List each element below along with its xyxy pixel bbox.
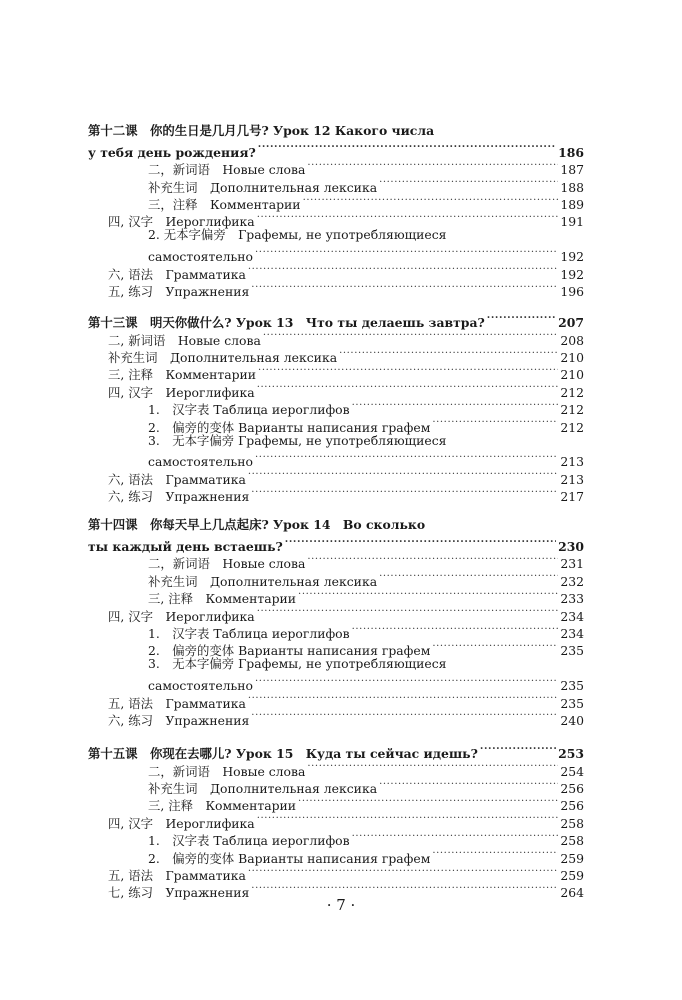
entry-text: 第十二课 你的生日是几月几号? Урок 12 Какого числа (88, 123, 435, 138)
dot-leader (352, 621, 559, 638)
toc-entry[interactable] (88, 244, 584, 265)
entry-page-number: 256 (560, 798, 584, 814)
entry-page-number: 253 (558, 746, 584, 762)
entry-page-number: 207 (558, 315, 584, 331)
entry-text: 六, 练习 Упражнения (108, 712, 250, 728)
dot-leader (303, 192, 559, 209)
entry-page-number: 240 (560, 712, 584, 728)
dot-leader (255, 673, 558, 690)
entry-page-number: 191 (560, 214, 584, 230)
entry-page-number: 264 (560, 885, 584, 901)
dot-leader (258, 139, 556, 156)
entry-page-number: 254 (560, 763, 584, 779)
dot-leader (248, 690, 558, 707)
dot-leader (251, 279, 558, 296)
dot-leader (255, 244, 558, 261)
entry-text: 三，注释 Комментарии (148, 196, 301, 212)
dot-leader (251, 484, 558, 501)
entry-page-number: 235 (560, 643, 584, 659)
dot-leader (480, 741, 556, 758)
entry-text: ты каждый день встаешь? (88, 538, 283, 554)
entry-text: 六, 语法 Грамматика (108, 471, 246, 487)
entry-text: 2. 偏旁的变体 Варианты написания графем (148, 850, 431, 866)
entry-page-number: 212 (560, 384, 584, 400)
lesson-block (88, 741, 584, 901)
entry-page-number: 234 (560, 608, 584, 624)
entry-text: 二，新词语 Новые слова (148, 556, 306, 572)
entry-text: 第十三课 明天你做什么? Урок 13 Что ты делаешь завтра? (88, 315, 485, 331)
entry-page-number: 258 (560, 833, 584, 849)
toc-entry[interactable] (88, 432, 584, 449)
dot-leader (307, 758, 558, 775)
dot-leader (257, 209, 559, 226)
entry-page-number: 231 (560, 556, 584, 572)
entry-page-number: 213 (560, 471, 584, 487)
dot-leader (307, 157, 558, 174)
entry-text: 1. 汉字表 Таблица иероглифов (148, 625, 350, 641)
entry-text: 3. 无本字偏旁 Графемы, не употребляющиеся (148, 432, 447, 448)
entry-text: 第十四课 你每天早上几点起床? Урок 14 Во сколько (88, 517, 426, 533)
entry-text: 四, 汉字 Иероглифика (108, 384, 255, 400)
entry-text: 补充生词 Дополнительная лексика (108, 350, 338, 366)
entry-text: 1. 汉字表 Таблица иероглифов (148, 402, 350, 418)
entry-text: 二, 新词语 Новые слова (108, 332, 261, 348)
dot-leader (257, 603, 559, 620)
entry-page-number: 188 (560, 179, 584, 195)
dot-leader (248, 863, 558, 880)
dot-leader (298, 586, 558, 603)
dot-leader (258, 362, 558, 379)
toc-entry[interactable] (88, 673, 584, 694)
entry-page-number: 217 (560, 489, 584, 505)
entry-text: 二，新词语 Новые слова (148, 162, 306, 178)
entry-text: 六, 语法 Грамматика (108, 266, 246, 282)
entry-text: 二，新词语 Новые слова (148, 763, 306, 779)
lesson-title-line[interactable] (88, 122, 584, 139)
entry-text: 六, 练习 Упражнения (108, 489, 250, 505)
lesson-title-line[interactable] (88, 741, 584, 762)
dot-leader (248, 466, 558, 483)
entry-page-number: 212 (560, 402, 584, 418)
entry-text: самостоятельно (148, 249, 254, 265)
dot-leader (285, 534, 556, 551)
entry-page-number: 234 (560, 625, 584, 641)
entry-text: 五, 语法 Грамматика (108, 868, 246, 884)
entry-page-number: 210 (560, 350, 584, 366)
lesson-title-line[interactable] (88, 139, 584, 160)
dot-leader (487, 310, 556, 327)
entry-page-number: 189 (560, 196, 584, 212)
dot-leader (379, 174, 558, 191)
lesson-title-line[interactable] (88, 534, 584, 554)
entry-text: 第十五课 你现在去哪儿? Урок 15 Куда ты сейчас идешь? (88, 746, 478, 762)
entry-page-number: 192 (560, 249, 584, 265)
dot-leader (255, 449, 558, 466)
dot-leader (379, 568, 558, 585)
lesson-block (88, 516, 584, 728)
entry-text: 七, 练习 Упражнения (108, 885, 250, 901)
entry-text: 3. 无本字偏旁 Графемы, не употребляющиеся (148, 656, 447, 672)
dot-leader (263, 327, 559, 344)
entry-page-number: 233 (560, 591, 584, 607)
dot-leader (432, 414, 558, 431)
entry-page-number: 235 (560, 695, 584, 711)
toc-entry[interactable] (88, 655, 584, 672)
entry-text: 补充生词 Дополнительная лексика (148, 179, 378, 195)
entry-text: 补充生词 Дополнительная лексика (148, 573, 378, 589)
lesson-title-line[interactable] (88, 516, 584, 533)
lesson-block (88, 310, 584, 505)
entry-page-number: 235 (560, 678, 584, 694)
entry-text: 四, 汉字 Иероглифика (108, 214, 255, 230)
dot-leader (251, 708, 558, 725)
table-of-contents (88, 122, 584, 911)
entry-page-number: 259 (560, 868, 584, 884)
dot-leader (307, 551, 558, 568)
entry-page-number: 210 (560, 367, 584, 383)
entry-text: 四, 汉字 Иероглифика (108, 608, 255, 624)
toc-entry[interactable] (88, 449, 584, 470)
entry-text: 1. 汉字表 Таблица иероглифов (148, 833, 350, 849)
entry-text: самостоятельно (148, 678, 254, 694)
dot-leader (432, 845, 558, 862)
entry-page-number: 213 (560, 454, 584, 470)
entry-text: 补充生词 Дополнительная лексика (148, 781, 378, 797)
dot-leader (251, 880, 558, 897)
dot-leader (352, 828, 559, 845)
entry-text: 2. 偏旁的变体 Варианты написания графем (148, 643, 431, 659)
dot-leader (339, 345, 558, 362)
entry-text: 五, 语法 Грамматика (108, 695, 246, 711)
entry-page-number: 258 (560, 815, 584, 831)
page-number: · 7 · (326, 896, 356, 914)
lesson-block (88, 122, 584, 299)
dot-leader (257, 810, 559, 827)
dot-leader (248, 261, 558, 278)
dot-leader (352, 397, 559, 414)
entry-text: 三, 注释 Комментарии (148, 798, 297, 814)
entry-page-number: 212 (560, 419, 584, 435)
entry-text: 四, 汉字 Иероглифика (108, 815, 255, 831)
entry-page-number: 256 (560, 781, 584, 797)
dot-leader (432, 638, 558, 655)
entry-page-number: 192 (560, 266, 584, 282)
entry-page-number: 230 (558, 538, 584, 554)
dot-leader (298, 793, 558, 810)
entry-text: 三, 注释 Комментарии (148, 591, 297, 607)
entry-text: 2. 偏旁的变体 Варианты написания графем (148, 419, 431, 435)
entry-text: 2. 无本字偏旁 Графемы, не употребляющиеся (148, 227, 447, 243)
entry-page-number: 187 (560, 162, 584, 178)
entry-text: у тебя день рождения? (88, 144, 256, 160)
entry-page-number: 259 (560, 850, 584, 866)
dot-leader (379, 776, 558, 793)
toc-entry[interactable] (88, 226, 584, 243)
entry-page-number: 208 (560, 332, 584, 348)
lesson-title-line[interactable] (88, 310, 584, 331)
entry-page-number: 232 (560, 573, 584, 589)
entry-text: самостоятельно (148, 454, 254, 470)
dot-leader (257, 379, 559, 396)
entry-page-number: 196 (560, 283, 584, 299)
entry-text: 五, 练习 Упражнения (108, 283, 250, 299)
entry-page-number: 186 (558, 144, 584, 160)
entry-text: 三, 注释 Комментарии (108, 367, 257, 383)
